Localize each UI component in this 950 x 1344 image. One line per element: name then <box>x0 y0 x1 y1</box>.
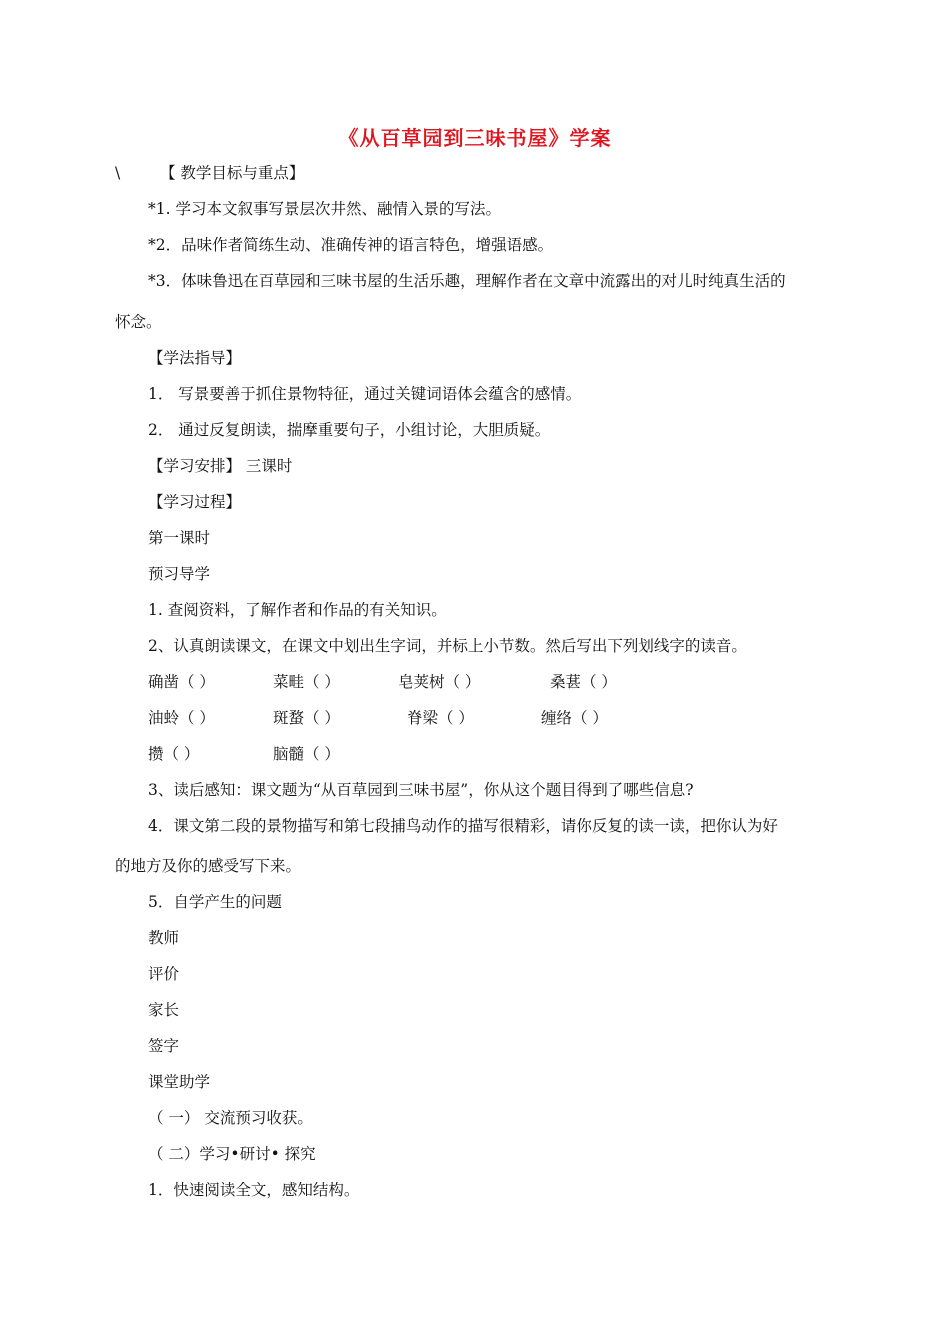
eval-teacher: 教师 <box>148 929 180 947</box>
preview-heading: 预习导学 <box>148 565 211 583</box>
word-item: 缠络（ ） <box>541 709 608 727</box>
task-2: 2、认真朗读课文，在课文中划出生字词，并标上小节数。然后写出下列划线字的读音。 <box>148 637 747 655</box>
goal-1: *1. 学习本文叙事写景层次井然、融情入景的写法。 <box>148 200 501 218</box>
word-item: 确凿（ ） <box>148 673 215 691</box>
method-heading: 【学法指导】 <box>148 349 242 367</box>
step-2: （ 二）学习•研讨• 探究 <box>148 1145 316 1163</box>
word-item: 油蛉（ ） <box>148 709 215 727</box>
task-5: 5．自学产生的问题 <box>148 893 282 911</box>
word-item: 菜畦（ ） <box>273 673 340 691</box>
word-item: 脑髓（ ） <box>273 745 340 763</box>
word-item: 攒（ ） <box>148 745 200 763</box>
task-3: 3、读后感知：课文题为“从百草园到三味书屋”，你从这个题目得到了哪些信息? <box>148 781 694 799</box>
step-1: （ 一） 交流预习收获。 <box>148 1109 313 1127</box>
task-4: 4．课文第二段的景物描写和第七段捕鸟动作的描写很精彩，请你反复的读一读，把你认为好 <box>148 817 778 835</box>
word-item: 脊梁（ ） <box>407 709 474 727</box>
step-2-1: 1．快速阅读全文，感知结构。 <box>148 1181 360 1199</box>
eval-sign: 签字 <box>148 1037 180 1055</box>
goals-heading: 【 教学目标与重点】 <box>160 164 305 182</box>
method-1: 1． 写景要善于抓住景物特征，通过关键词语体会蕴含的感情。 <box>148 385 582 403</box>
eval-label: 评价 <box>148 965 180 983</box>
goal-2: *2．品味作者简练生动、准确传神的语言特色，增强语感。 <box>148 236 554 254</box>
task-1: 1. 查阅资料，了解作者和作品的有关知识。 <box>148 601 447 619</box>
class-help-heading: 课堂助学 <box>148 1073 211 1091</box>
word-item: 斑蝥（ ） <box>273 709 340 727</box>
page-title: 《从百草园到三味书屋》学案 <box>338 126 612 150</box>
schedule: 【学习安排】 三课时 <box>148 457 293 475</box>
goal-3: *3．体味鲁迅在百草园和三味书屋的生活乐趣，理解作者在文章中流露出的对儿时纯真生活的 <box>148 272 786 290</box>
process-heading: 【学习过程】 <box>148 493 242 511</box>
goal-3-cont: 怀念。 <box>115 313 162 331</box>
word-item: 皂荚树（ ） <box>398 673 481 691</box>
task-4-cont: 的地方及你的感受写下来。 <box>115 857 302 875</box>
method-2: 2． 通过反复朗读，揣摩重要句子，小组讨论，大胆质疑。 <box>148 421 551 439</box>
lesson-1-heading: 第一课时 <box>148 529 211 547</box>
margin-mark: \ <box>115 164 121 182</box>
word-item: 桑葚（ ） <box>550 673 617 691</box>
eval-parent: 家长 <box>148 1001 180 1019</box>
